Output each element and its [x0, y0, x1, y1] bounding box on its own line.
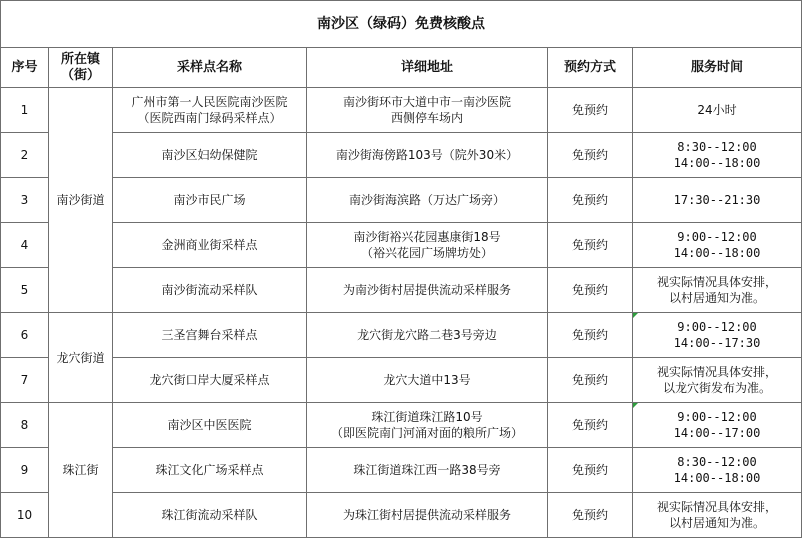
row-address: 珠江街道珠江路10号 （即医院南门河涌对面的粮所广场）: [307, 403, 548, 448]
table-row: [1, 313, 802, 358]
row-booking: 免预约: [548, 448, 633, 493]
table-row: [1, 133, 802, 178]
row-no: 10: [1, 493, 49, 538]
row-hours: 8:30--12:00 14:00--18:00: [633, 448, 802, 493]
town-cell-longxue: 龙穴街道: [49, 313, 113, 403]
header-no: 序号: [1, 48, 49, 88]
row-booking: 免预约: [548, 358, 633, 403]
table-row: [1, 403, 802, 448]
row-address: 龙穴大道中13号: [307, 358, 548, 403]
row-no: 8: [1, 403, 49, 448]
table-row: [1, 88, 802, 133]
header-town: 所在镇 （街）: [49, 48, 113, 88]
row-address: 南沙街环市大道中市一南沙医院 西侧停车场内: [307, 88, 548, 133]
table-row: [1, 223, 802, 268]
row-no: 3: [1, 178, 49, 223]
row-hours: 视实际情况具体安排， 以龙穴街发布为准。: [633, 358, 802, 403]
table-row: [1, 448, 802, 493]
row-booking: 免预约: [548, 88, 633, 133]
header-hours: 服务时间: [633, 48, 802, 88]
row-hours: 8:30--12:00 14:00--18:00: [633, 133, 802, 178]
row-hours: 17:30--21:30: [633, 178, 802, 223]
row-hours: 视实际情况具体安排， 以村居通知为准。: [633, 268, 802, 313]
header-booking: 预约方式: [548, 48, 633, 88]
row-booking: 免预约: [548, 493, 633, 538]
row-address: 龙穴街龙穴路二巷3号旁边: [307, 313, 548, 358]
row-site: 三圣宫舞台采样点: [113, 313, 307, 358]
row-hours: 9:00--12:00 14:00--17:00: [633, 403, 802, 448]
row-site: 龙穴街口岸大厦采样点: [113, 358, 307, 403]
table-row: [1, 268, 802, 313]
row-booking: 免预约: [548, 178, 633, 223]
row-site: 珠江街流动采样队: [113, 493, 307, 538]
row-site: 珠江文化广场采样点: [113, 448, 307, 493]
table-row: [1, 493, 802, 538]
row-site: 南沙市民广场: [113, 178, 307, 223]
header-site: 采样点名称: [113, 48, 307, 88]
row-address: 南沙街裕兴花园惠康街18号 （裕兴花园广场牌坊处）: [307, 223, 548, 268]
row-booking: 免预约: [548, 313, 633, 358]
row-no: 4: [1, 223, 49, 268]
row-no: 6: [1, 313, 49, 358]
row-hours: 9:00--12:00 14:00--17:30: [633, 313, 802, 358]
row-address: 为珠江街村居提供流动采样服务: [307, 493, 548, 538]
row-no: 7: [1, 358, 49, 403]
table-row: [1, 358, 802, 403]
row-address: 为南沙街村居提供流动采样服务: [307, 268, 548, 313]
town-cell-zhujiang: 珠江街: [49, 403, 113, 538]
row-booking: 免预约: [548, 133, 633, 178]
row-site: 金洲商业街采样点: [113, 223, 307, 268]
row-booking: 免预约: [548, 268, 633, 313]
town-cell-nansha: 南沙街道: [49, 88, 113, 313]
row-hours: 视实际情况具体安排， 以村居通知为准。: [633, 493, 802, 538]
row-site: 南沙区中医医院: [113, 403, 307, 448]
row-booking: 免预约: [548, 223, 633, 268]
row-no: 9: [1, 448, 49, 493]
row-hours: 24小时: [633, 88, 802, 133]
row-site: 南沙区妇幼保健院: [113, 133, 307, 178]
header-address: 详细地址: [307, 48, 548, 88]
row-address: 珠江街道珠江西一路38号旁: [307, 448, 548, 493]
table-title: 南沙区（绿码）免费核酸点: [1, 1, 802, 48]
row-site: 南沙街流动采样队: [113, 268, 307, 313]
row-hours: 9:00--12:00 14:00--18:00: [633, 223, 802, 268]
row-no: 5: [1, 268, 49, 313]
row-site: 广州市第一人民医院南沙医院 （医院西南门绿码采样点）: [113, 88, 307, 133]
row-booking: 免预约: [548, 403, 633, 448]
table-row: [1, 178, 802, 223]
row-address: 南沙街海傍路103号（院外30米）: [307, 133, 548, 178]
row-no: 1: [1, 88, 49, 133]
row-address: 南沙街海滨路（万达广场旁）: [307, 178, 548, 223]
row-no: 2: [1, 133, 49, 178]
